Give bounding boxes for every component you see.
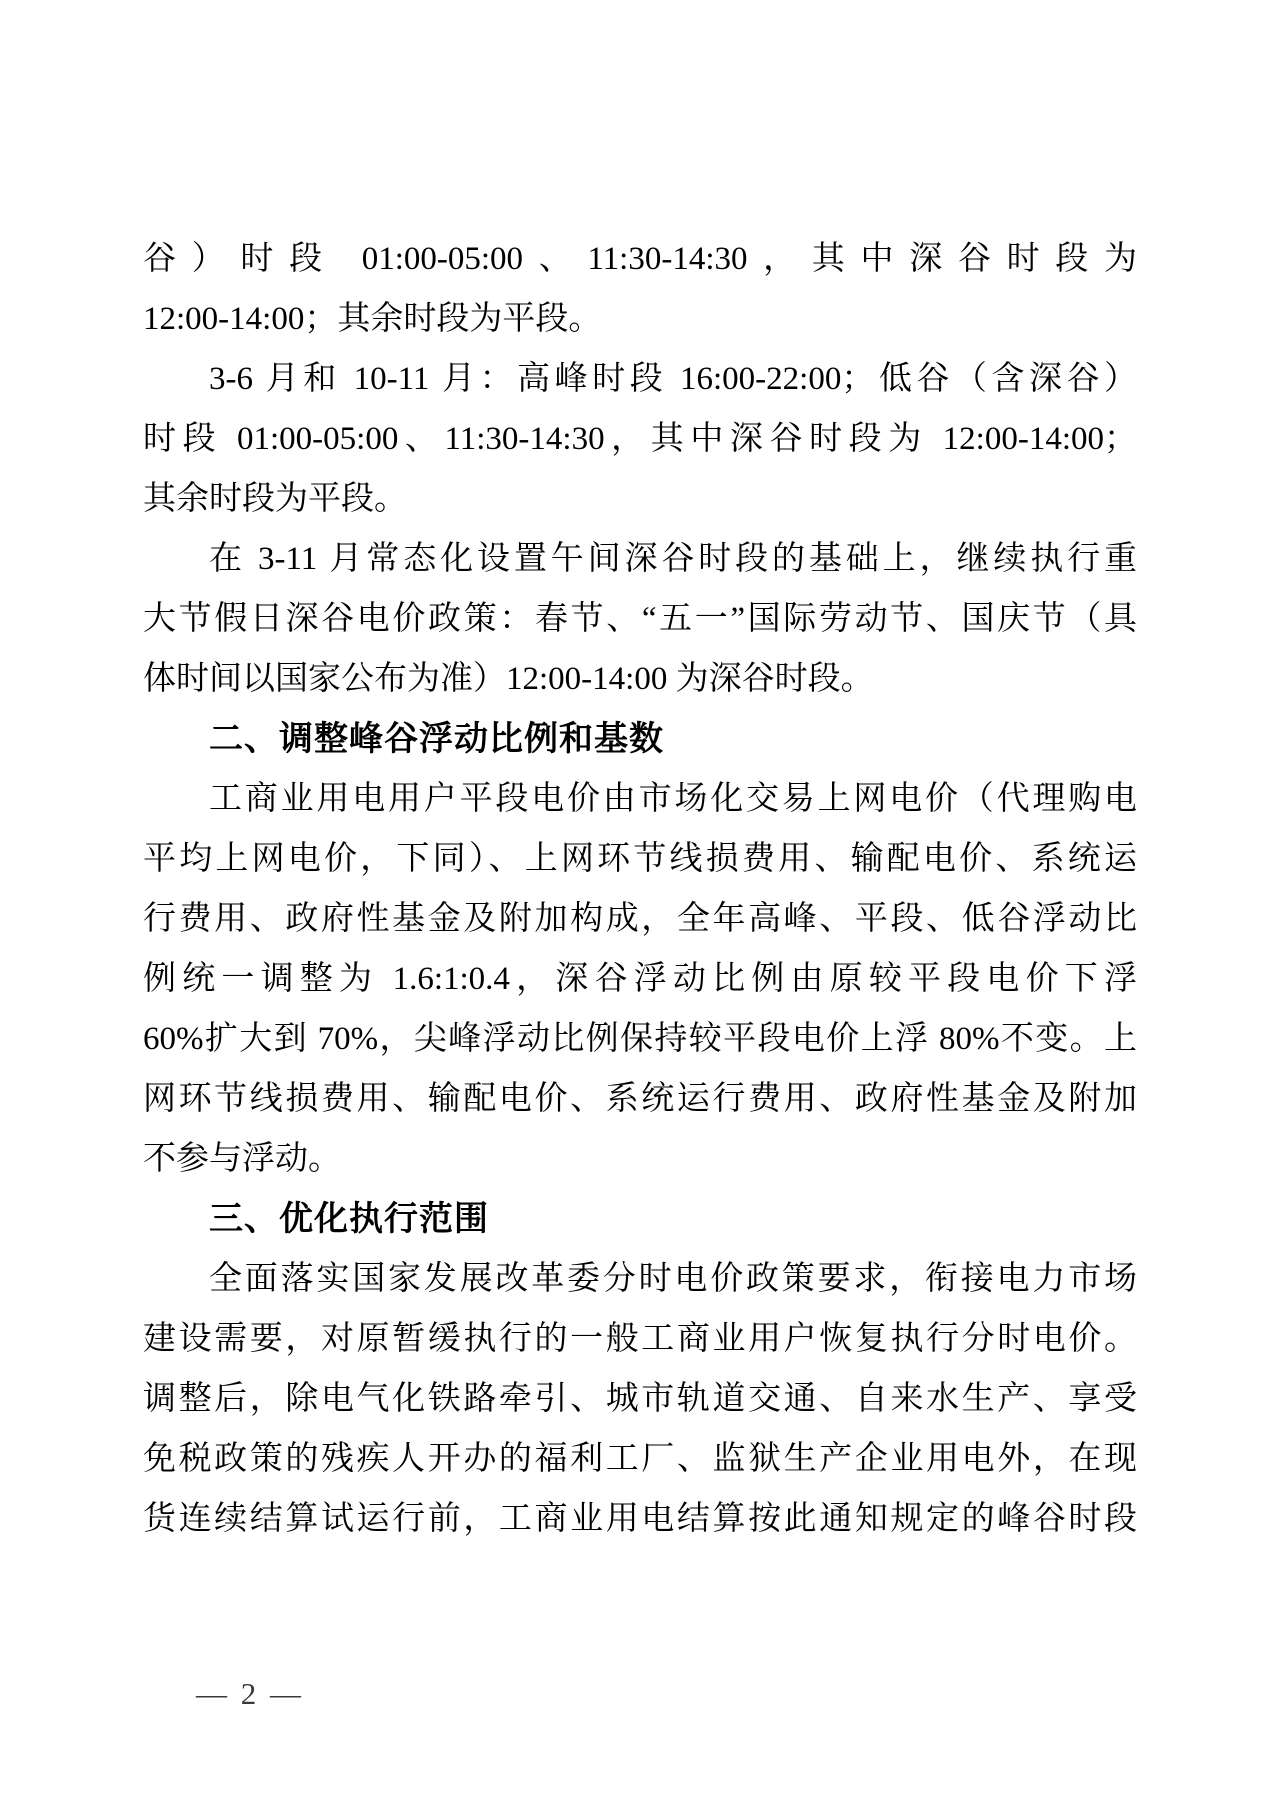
body-line: 大节假日深谷电价政策：春节、“五一”国际劳动节、国庆节（具: [143, 601, 1137, 637]
page-number: — 2 —: [196, 1676, 304, 1711]
body-line: 建设需要，对原暂缓执行的一般工商业用户恢复执行分时电价。: [143, 1321, 1137, 1357]
body-line: 不参与浮动。: [143, 1141, 341, 1177]
body-line: 时段 01:00-05:00、11:30-14:30，其中深谷时段为 12:00-14:00；: [143, 421, 1137, 457]
body-line: 体时间以国家公布为准）12:00-14:00 为深谷时段。: [143, 661, 874, 697]
section-heading-2: 二、调整峰谷浮动比例和基数: [209, 720, 664, 758]
body-line: 调整后，除电气化铁路牵引、城市轨道交通、自来水生产、享受: [143, 1381, 1137, 1417]
body-line: 例统一调整为 1.6:1:0.4，深谷浮动比例由原较平段电价下浮: [143, 961, 1137, 997]
body-line: 网环节线损费用、输配电价、系统运行费用、政府性基金及附加: [143, 1081, 1137, 1117]
body-line: 免税政策的残疾人开办的福利工厂、监狱生产企业用电外，在现: [143, 1441, 1137, 1477]
document-body: [143, 229, 1137, 1549]
body-line: 3-6 月和 10-11 月：高峰时段 16:00-22:00；低谷（含深谷）: [209, 361, 1137, 397]
body-line: 全面落实国家发展改革委分时电价政策要求，衔接电力市场: [209, 1261, 1137, 1297]
body-line: 工商业用电用户平段电价由市场化交易上网电价（代理购电: [209, 781, 1137, 817]
body-line: 60%扩大到 70%，尖峰浮动比例保持较平段电价上浮 80%不变。上: [143, 1021, 1137, 1057]
body-line: 行费用、政府性基金及附加构成，全年高峰、平段、低谷浮动比: [143, 901, 1137, 937]
section-heading-3: 三、优化执行范围: [209, 1200, 489, 1238]
body-line: 12:00-14:00；其余时段为平段。: [143, 301, 602, 337]
body-line: 谷）时段 01:00-05:00、11:30-14:30，其中深谷时段为: [143, 241, 1137, 277]
body-line: 其余时段为平段。: [143, 481, 407, 517]
body-line: 在 3-11 月常态化设置午间深谷时段的基础上，继续执行重: [209, 541, 1137, 577]
body-line: 货连续结算试运行前，工商业用电结算按此通知规定的峰谷时段: [143, 1501, 1137, 1537]
body-line: 平均上网电价，下同）、上网环节线损费用、输配电价、系统运: [143, 841, 1137, 877]
